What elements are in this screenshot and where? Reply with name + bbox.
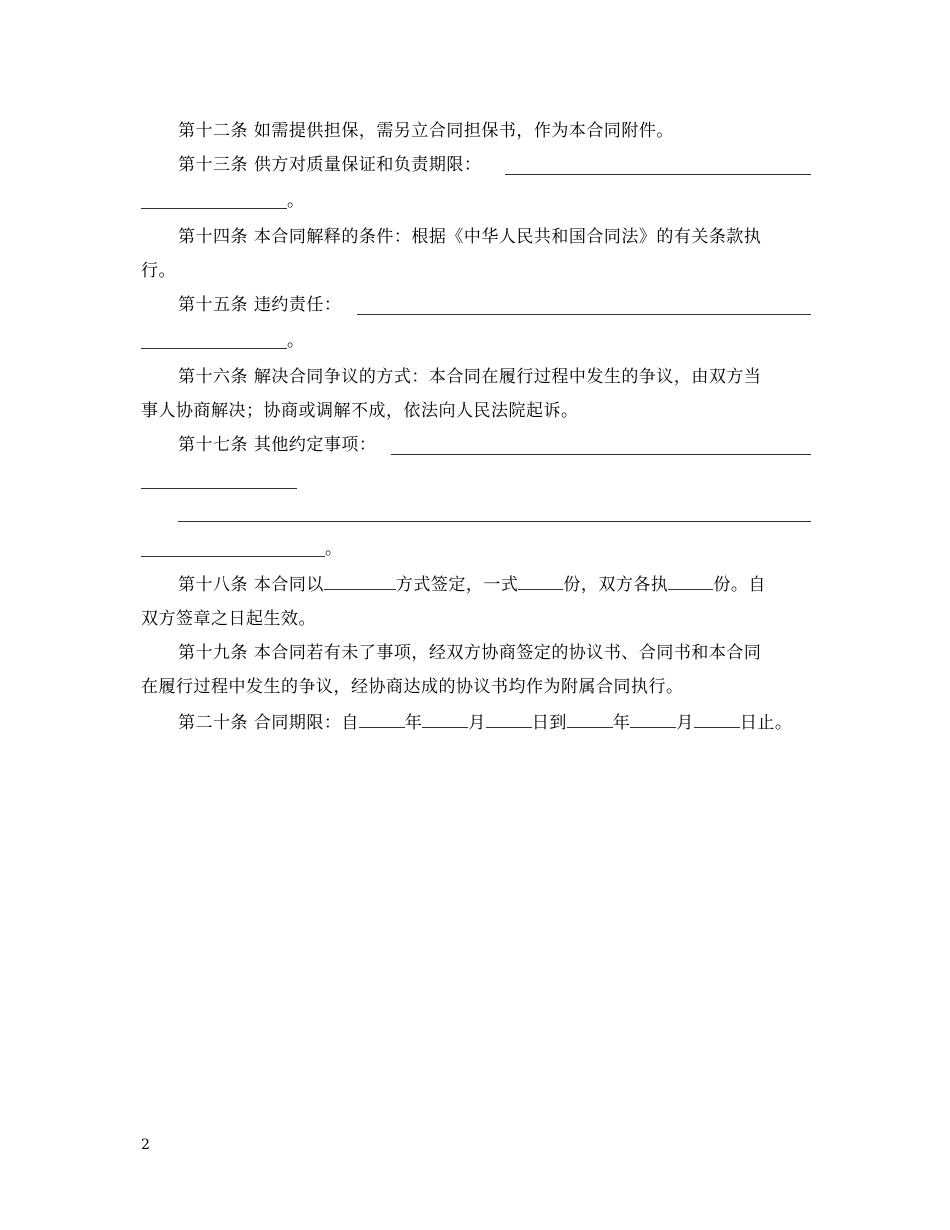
article-13-blank-line-1[interactable] [505, 174, 811, 175]
article-14-line-1: 第十四条 本合同解释的条件：根据《中华人民共和国合同法》的有关条款执 [178, 227, 762, 247]
article-19-line-1: 第十九条 本合同若有未了事项，经双方协商签定的协议书、合同书和本合同 [178, 643, 762, 663]
start-day-blank[interactable] [486, 710, 532, 728]
article-17-blank-line-2[interactable] [141, 488, 297, 489]
copies-total-blank[interactable] [518, 572, 563, 590]
start-month-blank[interactable] [422, 710, 468, 728]
page-number: 2 [141, 1137, 150, 1153]
article-17-label: 第十七条 其他约定事项： [178, 435, 377, 455]
article-18-line-1: 第十八条 本合同以 方式签定，一式 份，双方各执 份。自 [141, 568, 811, 602]
article-15-end: 。 [287, 331, 305, 351]
article-17-blank-line-1[interactable] [391, 454, 811, 455]
article-14-line-2: 行。 [141, 261, 176, 281]
end-day-blank[interactable] [694, 710, 740, 728]
end-year-blank[interactable] [567, 710, 613, 728]
article-15 [141, 288, 811, 322]
article-17-blank-line-3[interactable] [178, 521, 811, 522]
copies-each-blank[interactable] [668, 572, 713, 590]
article-16-line-1: 第十六条 解决合同争议的方式：本合同在履行过程中发生的争议，由双方当 [178, 367, 762, 387]
article-15-label: 第十五条 违约责任： [178, 295, 342, 315]
article-15-blank-line-1[interactable] [357, 314, 811, 315]
start-year-blank[interactable] [359, 710, 405, 728]
article-20: 第二十条 合同期限：自 年 月 日到 年 月 日止。 [141, 706, 811, 740]
article-13-blank-line-2[interactable] [141, 208, 287, 209]
article-19-line-2: 在履行过程中发生的争议，经协商达成的协议书均作为附属合同执行。 [141, 677, 684, 697]
article-13-label: 第十三条 供方对质量保证和负责期限： [178, 155, 482, 175]
article-13 [141, 148, 811, 182]
article-16-line-2: 事人协商解决；协商或调解不成，依法向人民法院起诉。 [141, 401, 579, 421]
article-12: 第十二条 如需提供担保，需另立合同担保书，作为本合同附件。 [178, 121, 674, 141]
article-15-blank-line-2[interactable] [141, 348, 287, 349]
article-17-blank-line-4[interactable] [141, 556, 325, 557]
end-month-blank[interactable] [630, 710, 676, 728]
article-18-line-2: 双方签章之日起生效。 [141, 609, 316, 629]
article-17-end: 。 [325, 539, 343, 559]
article-13-end: 。 [287, 191, 305, 211]
article-17 [141, 428, 811, 462]
method-blank[interactable] [324, 572, 396, 590]
